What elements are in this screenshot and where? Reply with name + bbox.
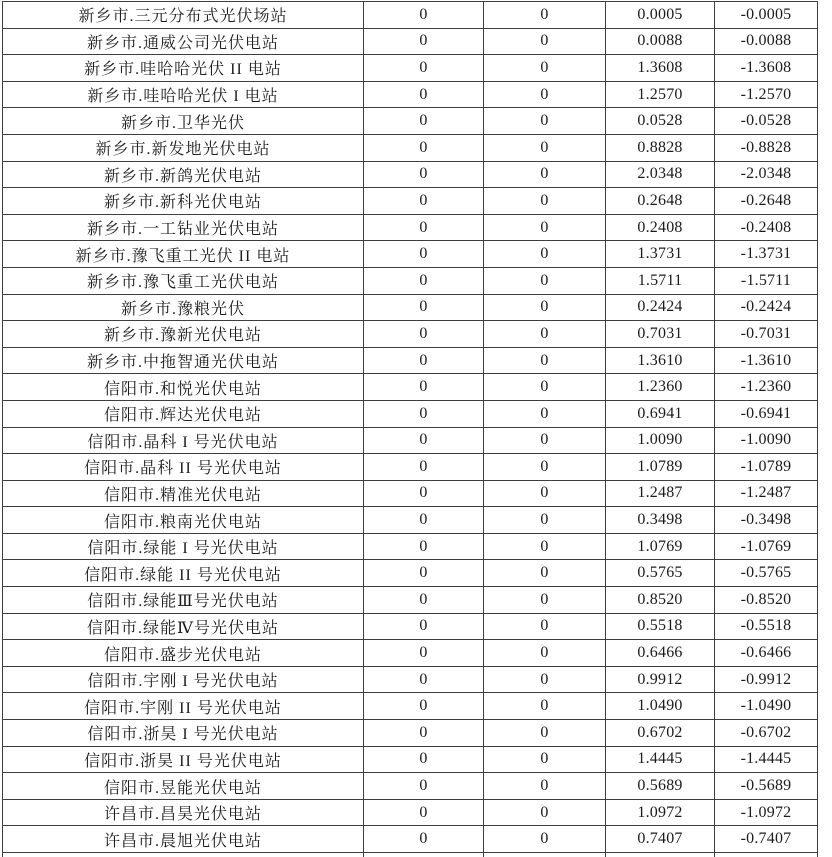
station-name-cell: 信阳市.昱能光伏电站: [3, 773, 364, 800]
station-name-cell: 许昌市.昌昊光伏电站: [3, 799, 364, 826]
table-row: [3, 480, 818, 507]
document-page: [0, 1, 832, 857]
value-cell-2: 0: [484, 640, 606, 667]
table-row: [3, 81, 818, 108]
value-cell-4: -2.0348: [715, 161, 818, 188]
value-cell-4: -1.2487: [715, 480, 818, 507]
station-name-cell: 信阳市.浙昊 I 号光伏电站: [3, 720, 364, 747]
station-name-cell: 信阳市.绿能 I 号光伏电站: [3, 533, 364, 560]
table-row: [3, 2, 818, 29]
table-row: [3, 400, 818, 427]
table-body: [3, 2, 818, 857]
value-cell-1: 0: [364, 108, 484, 135]
value-cell-3: 1.0789: [606, 454, 715, 481]
value-cell-4: -0.8828: [715, 134, 818, 161]
value-cell-1: 0: [364, 2, 484, 29]
value-cell-4: -0.0005: [715, 2, 818, 29]
station-name-cell: 新乡市.豫粮光伏: [3, 294, 364, 321]
value-cell-2: 0: [484, 693, 606, 720]
value-cell-2: 0: [484, 507, 606, 534]
value-cell-1: 0: [364, 507, 484, 534]
value-cell-2: 0: [484, 134, 606, 161]
value-cell-3: 1.0490: [606, 693, 715, 720]
value-cell-4: -1.0789: [715, 454, 818, 481]
station-name-cell: 信阳市.粮南光伏电站: [3, 507, 364, 534]
station-name-cell: 新乡市.新鸽光伏电站: [3, 161, 364, 188]
value-cell-1: 0: [364, 560, 484, 587]
value-cell-4: -1.3610: [715, 347, 818, 374]
table-row: [3, 427, 818, 454]
station-name-cell: 许昌市.晨旭光伏电站: [3, 826, 364, 853]
value-cell-1: 0: [364, 188, 484, 215]
value-cell-3: 0.5518: [606, 613, 715, 640]
table-row: [3, 55, 818, 82]
station-name-cell: 新乡市.通威公司光伏电站: [3, 28, 364, 55]
value-cell-1: [364, 853, 484, 857]
value-cell-1: 0: [364, 454, 484, 481]
value-cell-1: 0: [364, 214, 484, 241]
value-cell-4: -1.3608: [715, 55, 818, 82]
value-cell-2: 0: [484, 161, 606, 188]
value-cell-2: 0: [484, 560, 606, 587]
station-name-cell: 新乡市.三元分布式光伏场站: [3, 2, 364, 29]
value-cell-1: 0: [364, 55, 484, 82]
value-cell-4: -1.0090: [715, 427, 818, 454]
value-cell-3: 1.2487: [606, 480, 715, 507]
value-cell-3: 0.6941: [606, 400, 715, 427]
station-name-cell: 新乡市.中拖智通光伏电站: [3, 347, 364, 374]
value-cell-4: -0.7407: [715, 826, 818, 853]
value-cell-3: 1.3608: [606, 55, 715, 82]
station-name-cell: 新乡市.哇哈哈光伏 II 电站: [3, 55, 364, 82]
table-row: [3, 241, 818, 268]
value-cell-1: 0: [364, 826, 484, 853]
table-row: [3, 507, 818, 534]
value-cell-2: 0: [484, 267, 606, 294]
value-cell-3: 0.7031: [606, 321, 715, 348]
value-cell-4: -1.2570: [715, 81, 818, 108]
table-row: [3, 161, 818, 188]
table-row: [3, 560, 818, 587]
value-cell-3: 1.2570: [606, 81, 715, 108]
value-cell-3: 0.6702: [606, 720, 715, 747]
value-cell-1: 0: [364, 480, 484, 507]
value-cell-4: -0.5765: [715, 560, 818, 587]
value-cell-3: 0.6466: [606, 640, 715, 667]
value-cell-2: 0: [484, 826, 606, 853]
table-row: [3, 188, 818, 215]
value-cell-2: 0: [484, 799, 606, 826]
table-row: [3, 666, 818, 693]
table-row: [3, 294, 818, 321]
value-cell-4: -1.5711: [715, 267, 818, 294]
table-row: [3, 214, 818, 241]
value-cell-1: 0: [364, 241, 484, 268]
station-data-table: [2, 1, 818, 857]
station-name-cell: 信阳市.绿能 II 号光伏电站: [3, 560, 364, 587]
value-cell-2: 0: [484, 613, 606, 640]
value-cell-2: 0: [484, 400, 606, 427]
value-cell-3: 0.2424: [606, 294, 715, 321]
station-name-cell: 信阳市.晶科 II 号光伏电站: [3, 454, 364, 481]
station-name-cell: [3, 853, 364, 857]
value-cell-2: 0: [484, 321, 606, 348]
value-cell-3: 0.2408: [606, 214, 715, 241]
value-cell-4: -1.2360: [715, 374, 818, 401]
value-cell-1: 0: [364, 321, 484, 348]
table-row: [3, 613, 818, 640]
value-cell-3: 0.5765: [606, 560, 715, 587]
value-cell-3: 0.0528: [606, 108, 715, 135]
value-cell-2: 0: [484, 2, 606, 29]
value-cell-2: 0: [484, 666, 606, 693]
station-name-cell: 新乡市.豫飞重工光伏 II 电站: [3, 241, 364, 268]
value-cell-4: -1.0490: [715, 693, 818, 720]
value-cell-4: -1.0972: [715, 799, 818, 826]
value-cell-1: 0: [364, 81, 484, 108]
value-cell-3: 0.7407: [606, 826, 715, 853]
value-cell-4: -0.0088: [715, 28, 818, 55]
station-name-cell: 新乡市.新发地光伏电站: [3, 134, 364, 161]
value-cell-4: -0.7031: [715, 321, 818, 348]
table-row: [3, 799, 818, 826]
value-cell-2: 0: [484, 374, 606, 401]
table-row: [3, 108, 818, 135]
value-cell-4: -1.0769: [715, 533, 818, 560]
value-cell-3: 0.0088: [606, 28, 715, 55]
value-cell-1: 0: [364, 666, 484, 693]
value-cell-4: -0.5518: [715, 613, 818, 640]
table-row: [3, 134, 818, 161]
value-cell-3: 0.2648: [606, 188, 715, 215]
value-cell-4: -0.0528: [715, 108, 818, 135]
value-cell-2: 0: [484, 55, 606, 82]
station-name-cell: 信阳市.宇刚 II 号光伏电站: [3, 693, 364, 720]
value-cell-2: 0: [484, 720, 606, 747]
table-row: [3, 321, 818, 348]
value-cell-2: 0: [484, 454, 606, 481]
value-cell-2: 0: [484, 294, 606, 321]
value-cell-2: 0: [484, 427, 606, 454]
value-cell-1: 0: [364, 640, 484, 667]
value-cell-2: 0: [484, 773, 606, 800]
station-name-cell: 信阳市.盛步光伏电站: [3, 640, 364, 667]
station-name-cell: 信阳市.精准光伏电站: [3, 480, 364, 507]
value-cell-3: 0.8828: [606, 134, 715, 161]
value-cell-1: 0: [364, 294, 484, 321]
table-row: [3, 853, 818, 857]
value-cell-3: 0.9912: [606, 666, 715, 693]
value-cell-3: 1.4445: [606, 746, 715, 773]
value-cell-4: -0.6702: [715, 720, 818, 747]
table-row: [3, 693, 818, 720]
value-cell-2: 0: [484, 28, 606, 55]
value-cell-3: 1.2360: [606, 374, 715, 401]
value-cell-3: 0.3498: [606, 507, 715, 534]
table-row: [3, 746, 818, 773]
value-cell-3: [606, 853, 715, 857]
value-cell-2: 0: [484, 214, 606, 241]
value-cell-1: 0: [364, 161, 484, 188]
value-cell-1: 0: [364, 613, 484, 640]
value-cell-2: 0: [484, 241, 606, 268]
table-row: [3, 773, 818, 800]
value-cell-4: -0.9912: [715, 666, 818, 693]
value-cell-3: 1.0090: [606, 427, 715, 454]
value-cell-4: -0.8520: [715, 587, 818, 614]
value-cell-4: -1.4445: [715, 746, 818, 773]
station-name-cell: 信阳市.和悦光伏电站: [3, 374, 364, 401]
station-name-cell: 信阳市.宇刚 I 号光伏电站: [3, 666, 364, 693]
value-cell-3: 0.5689: [606, 773, 715, 800]
value-cell-4: [715, 853, 818, 857]
station-name-cell: 新乡市.豫飞重工光伏电站: [3, 267, 364, 294]
value-cell-4: -0.3498: [715, 507, 818, 534]
station-name-cell: 新乡市.卫华光伏: [3, 108, 364, 135]
table-row: [3, 267, 818, 294]
value-cell-2: 0: [484, 81, 606, 108]
value-cell-2: [484, 853, 606, 857]
table-row: [3, 587, 818, 614]
value-cell-2: 0: [484, 480, 606, 507]
value-cell-3: 1.3610: [606, 347, 715, 374]
station-name-cell: 信阳市.绿能Ⅳ号光伏电站: [3, 613, 364, 640]
station-name-cell: 信阳市.绿能Ⅲ号光伏电站: [3, 587, 364, 614]
value-cell-3: 1.0769: [606, 533, 715, 560]
value-cell-3: 0.8520: [606, 587, 715, 614]
station-name-cell: 信阳市.辉达光伏电站: [3, 400, 364, 427]
table-row: [3, 347, 818, 374]
value-cell-3: 0.0005: [606, 2, 715, 29]
value-cell-2: 0: [484, 347, 606, 374]
table-row: [3, 28, 818, 55]
station-name-cell: 新乡市.新科光伏电站: [3, 188, 364, 215]
value-cell-1: 0: [364, 400, 484, 427]
value-cell-1: 0: [364, 134, 484, 161]
value-cell-1: 0: [364, 693, 484, 720]
table-row: [3, 640, 818, 667]
value-cell-4: -0.5689: [715, 773, 818, 800]
value-cell-3: 1.3731: [606, 241, 715, 268]
table-row: [3, 720, 818, 747]
value-cell-1: 0: [364, 720, 484, 747]
station-name-cell: 新乡市.豫新光伏电站: [3, 321, 364, 348]
value-cell-4: -1.3731: [715, 241, 818, 268]
value-cell-1: 0: [364, 267, 484, 294]
station-name-cell: 信阳市.浙昊 II 号光伏电站: [3, 746, 364, 773]
table-row: [3, 374, 818, 401]
value-cell-1: 0: [364, 347, 484, 374]
value-cell-4: -0.2648: [715, 188, 818, 215]
value-cell-1: 0: [364, 28, 484, 55]
value-cell-1: 0: [364, 533, 484, 560]
value-cell-3: 2.0348: [606, 161, 715, 188]
value-cell-4: -0.2424: [715, 294, 818, 321]
station-name-cell: 新乡市.一工钻业光伏电站: [3, 214, 364, 241]
value-cell-3: 1.0972: [606, 799, 715, 826]
station-name-cell: 信阳市.晶科 I 号光伏电站: [3, 427, 364, 454]
value-cell-4: -0.6941: [715, 400, 818, 427]
table-row: [3, 454, 818, 481]
value-cell-1: 0: [364, 374, 484, 401]
value-cell-1: 0: [364, 427, 484, 454]
value-cell-4: -0.2408: [715, 214, 818, 241]
value-cell-1: 0: [364, 799, 484, 826]
value-cell-4: -0.6466: [715, 640, 818, 667]
table-row: [3, 826, 818, 853]
value-cell-2: 0: [484, 587, 606, 614]
table-row: [3, 533, 818, 560]
value-cell-2: 0: [484, 108, 606, 135]
station-name-cell: 新乡市.哇哈哈光伏 I 电站: [3, 81, 364, 108]
value-cell-2: 0: [484, 188, 606, 215]
value-cell-2: 0: [484, 746, 606, 773]
value-cell-1: 0: [364, 746, 484, 773]
value-cell-1: 0: [364, 773, 484, 800]
value-cell-3: 1.5711: [606, 267, 715, 294]
value-cell-1: 0: [364, 587, 484, 614]
value-cell-2: 0: [484, 533, 606, 560]
